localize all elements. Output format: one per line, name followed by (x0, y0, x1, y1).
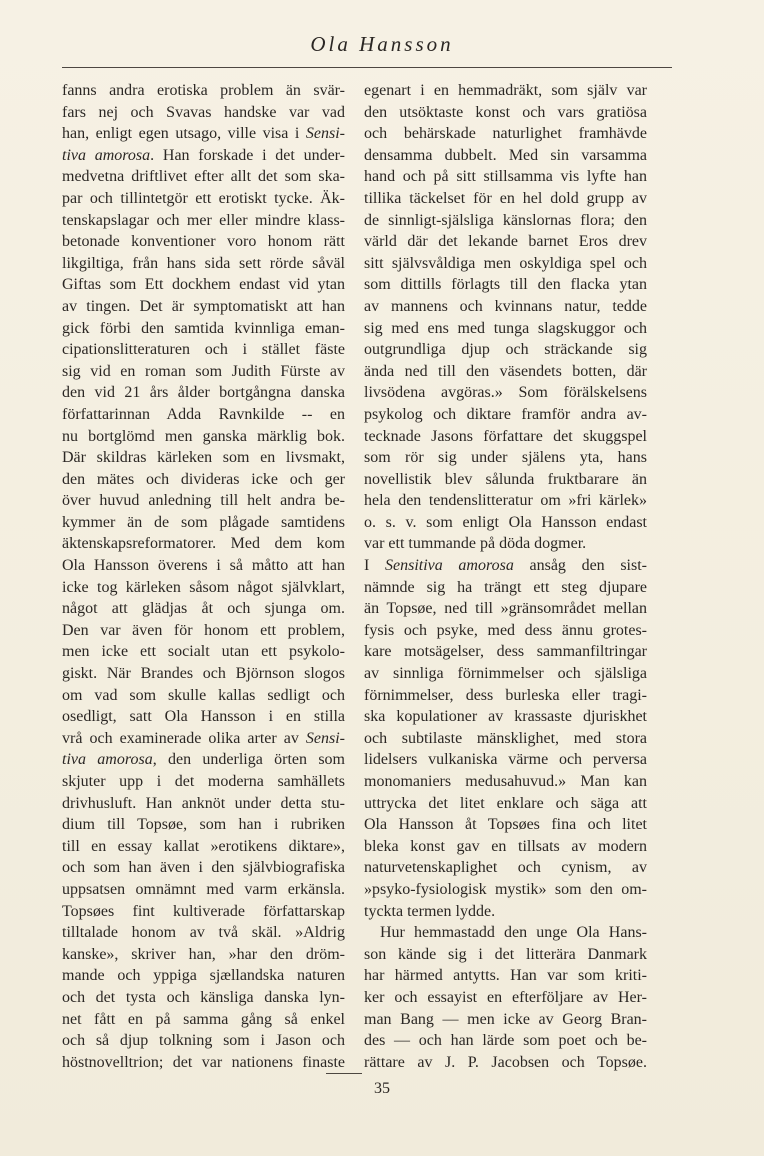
text-line: ker och essayist en efterföljare av Her- (364, 988, 647, 1006)
text-line: naturvetenskaplighet och cynism, av (364, 859, 647, 877)
text-line: Giftas som Ett dockhem endast vid ytan (62, 276, 345, 294)
text-line: tecknade Jasons författare det skuggspel (364, 427, 647, 445)
text-line: cipationslitteraturen och i stället fäste (62, 341, 345, 359)
text-line: de sinnligt-själsliga känslornas flora; den (364, 211, 647, 229)
text-line: av tingen. Det är symptomatiskt att han (62, 297, 345, 315)
text-line: tyckta termen lydde. (364, 902, 496, 920)
text-line: av sinnliga förnimmelser och själsliga (364, 665, 647, 683)
text-line: uppsatsen omnämnt med varm erkänsla. (62, 880, 345, 898)
text-line: osedligt, satt Ola Hansson i en stilla (62, 708, 345, 726)
text-line: fysis och psyke, med dess ännu grotes- (364, 621, 647, 639)
text-line: tiva amorosa. Han forskade i det under- (62, 146, 345, 164)
text-line: sitt självsvåldiga men oskyldiga spel och (364, 254, 647, 272)
text-line: psykolog och diktare framför andra av- (364, 405, 647, 423)
text-line: egenart i en hemmadräkt, som själv var (364, 82, 647, 99)
text-line: och det tysta och känsliga danska lyn- (62, 988, 345, 1006)
text-line: och som han även i den självbiografiska (62, 859, 345, 877)
text-line: Ola Hansson åt Topsøes fina och litet (364, 816, 647, 834)
text-line: som rör sig under själens yta, hans (364, 449, 647, 467)
right-text-column (364, 80, 647, 1073)
text-line: kanske», skriver han, »har den dröm- (62, 945, 345, 963)
text-line: han, enligt egen utsago, ville visa i Sensi- (62, 125, 345, 143)
text-line: kymmer än de som plågade samtidens (62, 513, 345, 531)
text-line: har härmed antytts. Han var som kriti- (364, 967, 647, 985)
text-line: drivhusluft. Han anknöt under detta stu- (62, 794, 345, 812)
text-line: hand och på sitt stillsamma vis lyfte han (364, 168, 647, 186)
left-text-column (62, 80, 345, 1073)
text-line: uttrycka det litet enklare och säga att (364, 794, 647, 812)
text-line: men icke ett socialt utan ett psykolo- (62, 643, 345, 661)
text-line: Där skildras kärleken som en livsmakt, (62, 449, 345, 467)
text-line: fanns andra erotiska problem än svär- (62, 82, 345, 99)
text-line: till en essay kallat »erotikens diktare», (62, 837, 345, 855)
page-number: 35 (374, 1080, 390, 1097)
text-line: som dittills förlagts till den flacka ytan (364, 276, 647, 294)
text-line: den mätes och divideras icke och ger (62, 470, 345, 488)
text-line: än Topsøe, ned till »gränsområdet mellan (364, 600, 647, 618)
text-line: tiva amorosa, den underliga örten som (62, 751, 345, 769)
text-line: något att glädjas åt och sjunga om. (62, 600, 345, 618)
text-line: förnimmelser, dess burleska eller tragi- (364, 686, 647, 704)
text-line: vrå och examinerade olika arter av Sensi- (62, 729, 345, 747)
text-line: Topsøes fint kultiverade författarskap (62, 902, 345, 920)
text-line: hela den tendenslitteratur om »fri kärlek» (364, 492, 647, 510)
text-line: den vid 21 års ålder bortgångna danska (62, 384, 345, 402)
text-line: monomaniers medusahuvud.» Man kan (364, 773, 647, 790)
text-line: sig vid en roman som Judith Fürste av (62, 362, 345, 380)
text-line: författarinnan Adda Ravnkilde -- en (62, 405, 345, 423)
text-line: novellistik blev sålunda fruktbarare än (364, 470, 647, 488)
text-line: giskt. När Brandes och Björnson slogos (62, 665, 345, 683)
text-line: mande och yppiga sjællandska naturen (62, 967, 345, 985)
text-line: betonade konventioner voro honom rätt (62, 233, 345, 251)
text-line: gick förbi den samtida kvinnliga eman- (62, 319, 345, 337)
text-line: man Bang — men icke av Georg Bran- (364, 1010, 647, 1028)
text-line: ska kopulationer av krassaste djuriskhet (364, 708, 647, 726)
text-line: sig med ens med tunga slagskuggor och (364, 319, 647, 337)
text-line: likgiltiga, från hans sida sett rörde såväl (62, 254, 345, 272)
text-line: ända ned till den väsendets botten, där (364, 362, 647, 380)
text-line: och subtilaste mänsklighet, med stora (364, 729, 647, 747)
text-line: densamma dubbelt. Med sin varsamma (364, 146, 647, 164)
text-line: Den var även för honom ett problem, (62, 621, 345, 639)
text-line: den utsöktaste konst och vars gratiösa (364, 103, 647, 121)
text-line: des — och han lärde som poet och be- (364, 1032, 647, 1050)
text-line: och så djup tolkning som i Jason och (62, 1032, 345, 1050)
text-line: medvetna driftlivet efter allt det som ska- (62, 168, 345, 186)
text-line: o. s. v. som enligt Ola Hansson endast (364, 513, 647, 531)
text-line: nu bortglömd men ganska märklig bok. (62, 427, 345, 445)
footer-rule (326, 1073, 362, 1074)
text-line: son kände sig i det litterära Danmark (364, 945, 647, 963)
text-line: tillika täckelset för en hel dold grupp av (364, 189, 647, 207)
text-line: tilltalade honom av två skäl. »Aldrig (62, 924, 345, 942)
text-line: Ola Hansson överens i så måtto att han (62, 557, 345, 575)
running-header: Ola Hansson (310, 32, 454, 56)
text-line: var ett tummande på döda dogmer. (364, 535, 587, 553)
text-line: om vad som skulle kallas sedligt och (62, 686, 345, 704)
text-line: värld där det lekande barnet Eros drev (364, 233, 647, 251)
text-line: »psyko-fysiologisk mystik» som den om- (364, 880, 647, 898)
text-line: rättare av J. P. Jacobsen och Topsøe. (364, 1053, 647, 1071)
text-line: och behärskade naturlighet framhävde (364, 125, 647, 143)
text-line: äktenskapsreformatorer. Med dem kom (62, 535, 345, 553)
text-line: av mannens och kvinnans natur, tedde (364, 297, 647, 315)
text-line: nämnde sig ha trängt ett steg djupare (364, 578, 647, 596)
text-line: par och tillintetgör ett erotiskt tycke. Äk- (62, 189, 345, 207)
text-line: dium till Topsøe, som han i rubriken (62, 816, 345, 834)
text-line: Hur hemmastadd den unge Ola Hans- (380, 924, 647, 942)
text-line: lidelsers vulkaniska värme och perversa (364, 751, 647, 769)
text-line: höstnovelltrion; det var nationens finaste (62, 1053, 345, 1071)
text-line: icke tog kärleken såsom något självklart, (62, 578, 345, 596)
header-rule (62, 67, 672, 68)
text-line: net fått en på samma gång så enkel (62, 1010, 345, 1028)
text-line: livsödena avgöras.» Som förälskelsens (364, 384, 647, 402)
text-line: outgrundliga djup och sträckande sig (364, 341, 647, 359)
text-line: kare motsägelser, dess sammanfiltringar (364, 643, 647, 661)
text-line: över huvud anledning till helt andra be- (62, 492, 345, 510)
text-line: fars nej och Svavas handske var vad (62, 103, 345, 121)
text-line: skjuter upp i det moderna samhällets (62, 773, 345, 790)
text-line: bleka konst gav en tillsats av modern (364, 837, 647, 855)
text-line: tenskapslagar och mer eller mindre klass- (62, 211, 345, 229)
text-line: I Sensitiva amorosa ansåg den sist- (364, 557, 647, 575)
